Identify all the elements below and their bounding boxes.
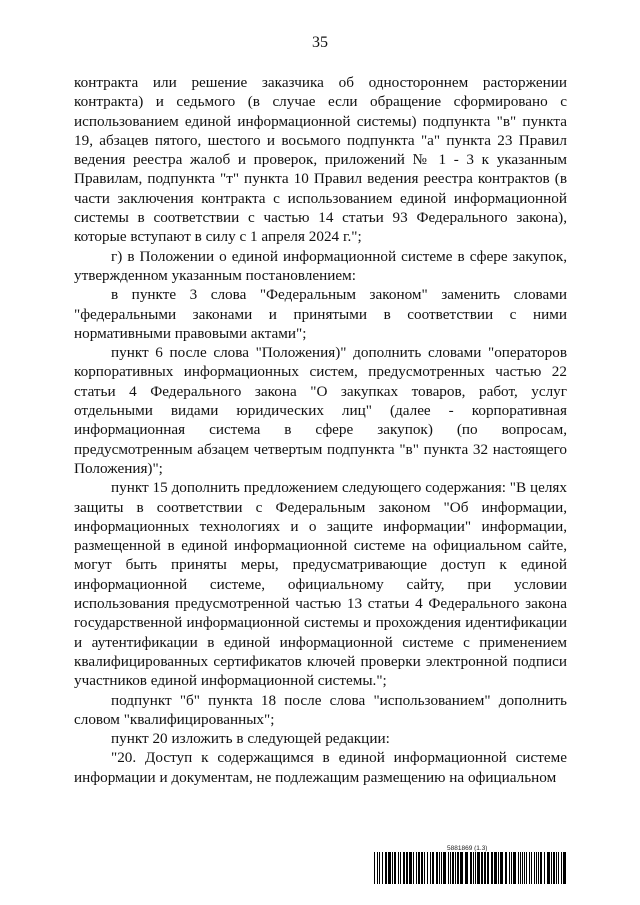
barcode-icon — [374, 852, 567, 884]
paragraph: г) в Положении о единой информационной системе в сфере закупок, утвержденном указанным постановлением: — [74, 247, 567, 284]
page-number: 35 — [312, 34, 328, 51]
paragraph: в пункте 3 слова "Федеральным законом" заменить словами "федеральными законами и принятыми в соответствии с ними нормативными правовыми актами"; — [74, 286, 567, 342]
barcode-caption: 5881869 (1.3) — [447, 845, 488, 852]
document-body — [74, 73, 567, 787]
paragraph: подпункт "б" пункта 18 после слова "использованием" дополнить словом "квалифицированных"; — [74, 691, 567, 728]
paragraph: контракта или решение заказчика об одностороннем расторжении контракта) и седьмого (в случае если обращение сформировано с использованием единой информационной системы) подпункта "в" пункта 19, абзацев пятого, шестого и восьмого подпункта "а" пункта 23 Правил ведения реестра жалоб и проверок, приложений № 1 - 3 к указанным Правилам, подпункта "т" пункта 10 Правил ведения реестра контрактов (в части заключения контракта с использованием единой информационной системы в соответствии с частью 14 статьи 93 Федерального закона), которые вступают в силу с 1 апреля 2024 г."; — [74, 74, 567, 246]
paragraph: "20. Доступ к содержащимся в единой информационной системе информации и документам, не подлежащим размещению на официальном — [74, 749, 567, 786]
paragraph: пункт 15 дополнить предложением следующего содержания: "В целях защиты в соответствии с Федеральным законом "Об информации, информационных технологиях и о защите информации" информации, размещенной в единой информационной системе на официальном сайте, могут быть приняты меры, предусматривающие доступ к единой информационной системе, официальному сайту, при условии использования предусмотренной частью 13 статьи 4 Федерального закона государственной информационной системы и прохождения идентификации и аутентификации в единой информационной системе с применением квалифицированных сертификатов ключей проверки электронной подписи участников единой информационной системы."; — [74, 479, 567, 690]
paragraph: пункт 6 после слова "Положения)" дополнить словами "операторов корпоративных информационных систем, предусмотренных частью 22 статьи 4 Федерального закона "О закупках товаров, работ, услуг отдельными видами юридических лиц" (далее - корпоративная информационная система в сфере закупок) (по вопросам, предусмотренным абзацем четвертым подпункта "в" пункта 32 настоящего Положения)"; — [74, 344, 567, 477]
paragraph: пункт 20 изложить в следующей редакции: — [111, 730, 390, 748]
